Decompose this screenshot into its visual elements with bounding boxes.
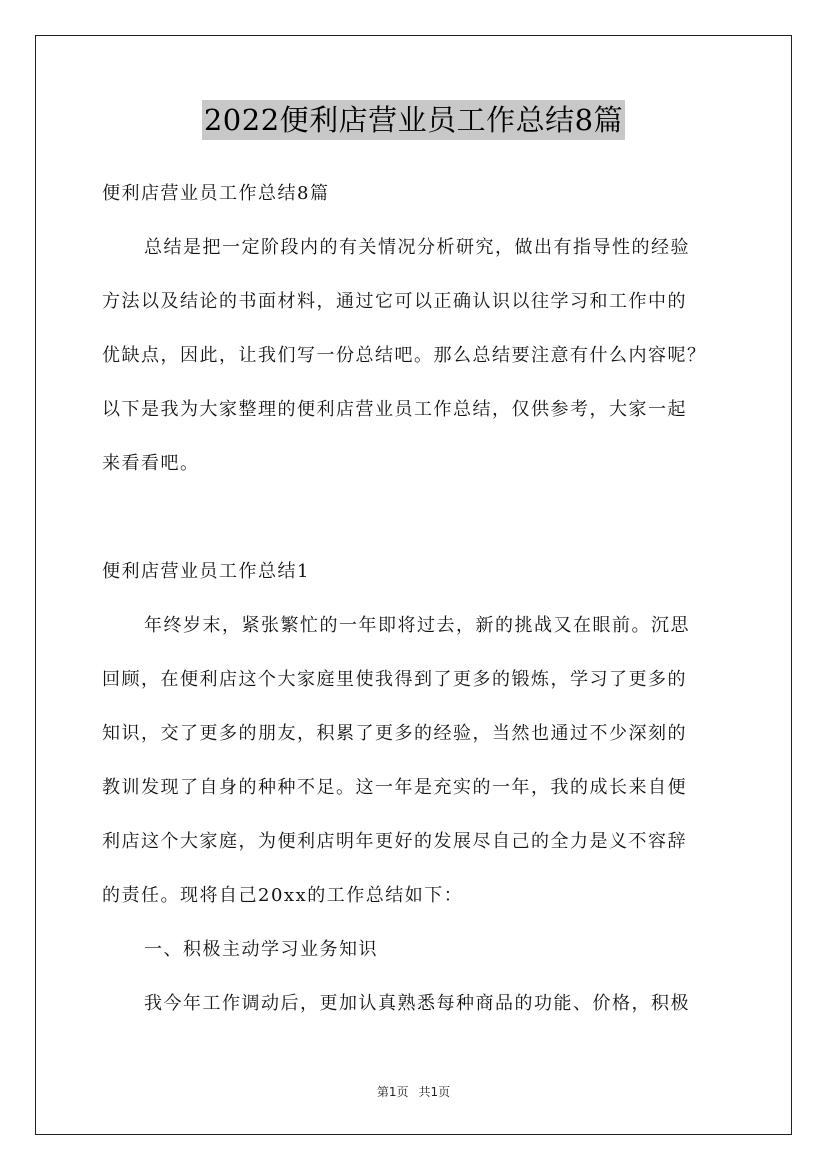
- intro-line: 方法以及结论的书面材料，通过它可以正确认识以往学习和工作中的: [102, 291, 687, 312]
- page-current: 第1页: [376, 1085, 409, 1099]
- section-line: 的责任。现将自己20xx的工作总结如下：: [102, 885, 464, 906]
- intro-line: 总结是把一定阶段内的有关情况分析研究，做出有指导性的经验: [144, 237, 690, 258]
- title-container: [0, 100, 827, 140]
- page-total: 共1页: [418, 1085, 451, 1099]
- document-title: 2022便利店营业员工作总结8篇: [202, 100, 625, 140]
- section-line: 知识，交了更多的朋友，积累了更多的经验，当然也通过不少深刻的: [102, 723, 687, 744]
- page-footer: [0, 1083, 827, 1100]
- paragraph-line: 我今年工作调动后，更加认真熟悉每种商品的功能、价格，积极: [144, 993, 690, 1014]
- section-line: 教训发现了自身的种种不足。这一年是充实的一年，我的成长来自便: [102, 777, 687, 798]
- section-line: 年终岁末，紧张繁忙的一年即将过去，新的挑战又在眼前。沉思: [144, 615, 690, 636]
- intro-line: 优缺点，因此，让我们写一份总结吧。那么总结要注意有什么内容呢？: [102, 345, 707, 366]
- subtitle: 便利店营业员工作总结8篇: [102, 183, 330, 204]
- subheading: 一、积极主动学习业务知识: [144, 939, 378, 960]
- section-heading: 便利店营业员工作总结1: [102, 561, 310, 582]
- intro-line: 来看看吧。: [102, 453, 200, 474]
- section-line: 回顾，在便利店这个大家庭里使我得到了更多的锻炼，学习了更多的: [102, 669, 687, 690]
- intro-line: 以下是我为大家整理的便利店营业员工作总结，仅供参考，大家一起: [102, 399, 687, 420]
- section-line: 利店这个大家庭，为便利店明年更好的发展尽自己的全力是义不容辞: [102, 831, 687, 852]
